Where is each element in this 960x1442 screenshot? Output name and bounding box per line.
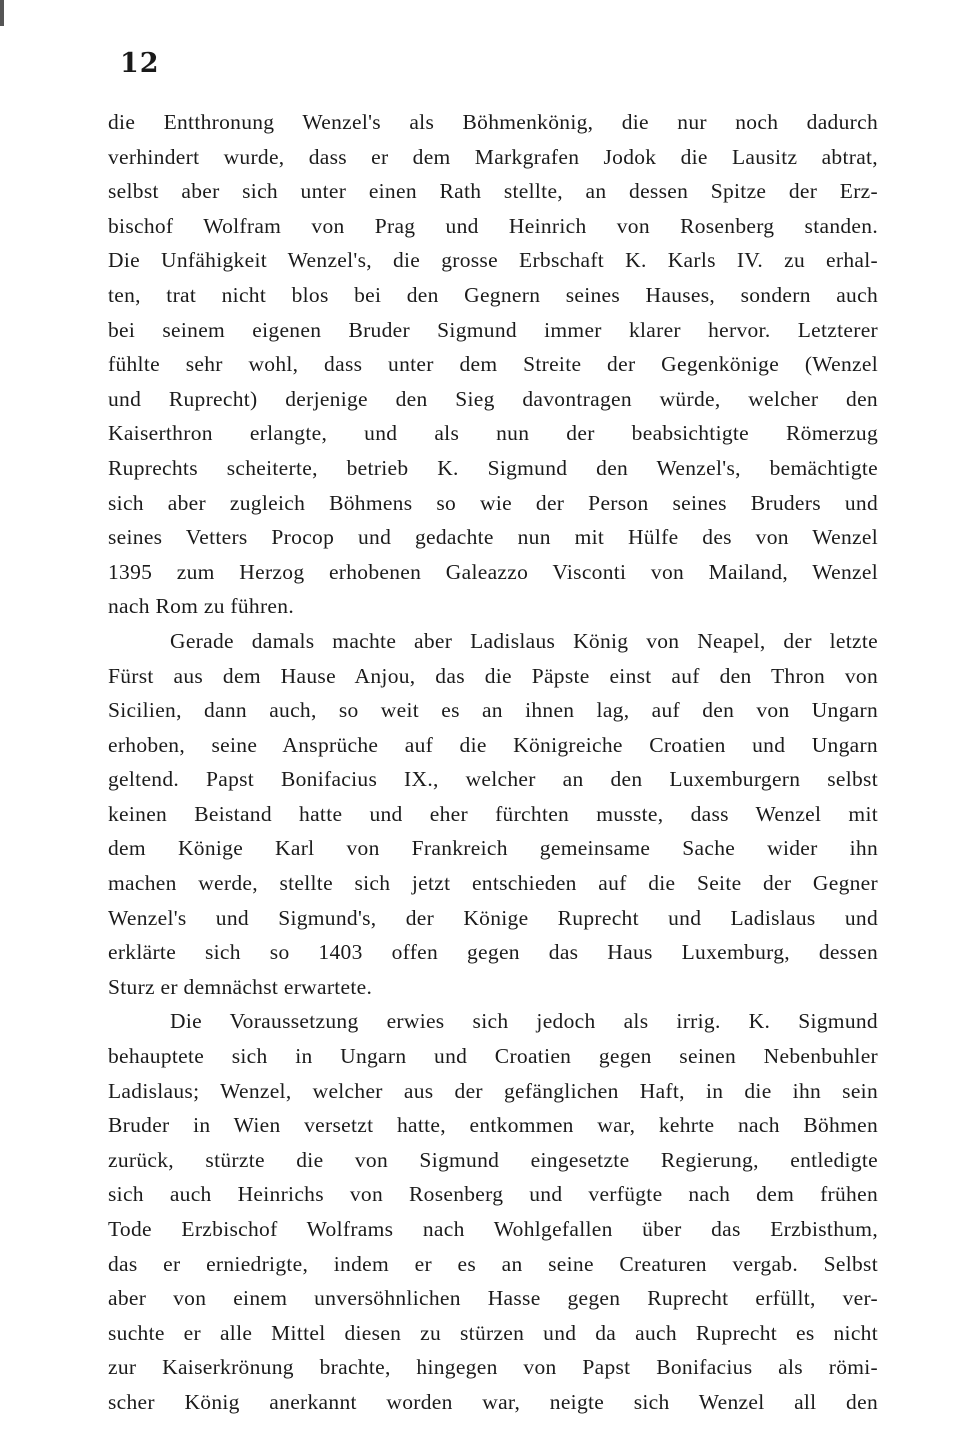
text-line: Sturz er demnächst erwartete. xyxy=(108,974,373,999)
text-line: die Entthronung Wenzel's als Böhmenkönig, die nur noch dadurch xyxy=(108,110,878,134)
text-line: selbst aber sich unter einen Rath stellte, an dessen Spitze der Erz- xyxy=(108,179,878,204)
text-line: keinen Beistand hatte und eher fürchten musste, dass Wenzel mit xyxy=(108,801,878,826)
text-line: sich auch Heinrichs von Rosenberg und verfügte nach dem frühen xyxy=(108,1182,878,1207)
text-line: verhindert wurde, dass er dem Markgrafen Jodok die Lausitz abtrat, xyxy=(108,144,878,169)
text-line: Kaiserthron erlangte, und als nun der beabsichtigte Römerzug xyxy=(108,421,878,446)
text-line: Gerade damals machte aber Ladislaus König von Neapel, der letzte xyxy=(170,628,878,653)
text-line: bei seinem eigenen Bruder Sigmund immer klarer hervor. Letzterer xyxy=(108,317,878,342)
text-line: erklärte sich so 1403 offen gegen das Haus Luxemburg, dessen xyxy=(108,940,878,965)
text-line: suchte er alle Mittel diesen zu stürzen und da auch Ruprecht es nicht xyxy=(108,1320,878,1345)
text-line: Ladislaus; Wenzel, welcher aus der gefänglichen Haft, in die ihn sein xyxy=(108,1078,878,1103)
text-line: ten, trat nicht blos bei den Gegnern seines Hauses, sondern auch xyxy=(108,282,878,307)
text-line: fühlte sehr wohl, dass unter dem Streite der Gegenkönige (Wenzel xyxy=(108,352,878,377)
text-line: Die Unfähigkeit Wenzel's, die grosse Erbschaft K. Karls IV. zu erhal- xyxy=(108,248,878,273)
text-line: scher König anerkannt worden war, neigte sich Wenzel all den xyxy=(108,1389,878,1414)
text-line: dem Könige Karl von Frankreich gemeinsame Sache wider ihn xyxy=(108,836,878,861)
page-number: 12 xyxy=(120,48,160,79)
text-line: Bruder in Wien versetzt hatte, entkommen war, kehrte nach Böhmen xyxy=(108,1113,878,1138)
text-line: zurück, stürzte die von Sigmund eingesetzte Regierung, entledigte xyxy=(108,1147,878,1172)
text-line: und Ruprecht) derjenige den Sieg davontragen würde, welcher den xyxy=(108,386,878,411)
text-line: Die Voraussetzung erwies sich jedoch als irrig. K. Sigmund xyxy=(170,1009,878,1034)
text-line: 1395 zum Herzog erhobenen Galeazzo Visconti von Mailand, Wenzel xyxy=(108,559,878,584)
body-text xyxy=(108,105,878,1420)
text-line: geltend. Papst Bonifacius IX., welcher an den Luxemburgern selbst xyxy=(108,767,878,792)
text-line: sich aber zugleich Böhmens so wie der Person seines Bruders und xyxy=(108,490,878,515)
text-line: aber von einem unversöhnlichen Hasse gegen Ruprecht erfüllt, ver- xyxy=(108,1286,878,1311)
text-line: nach Rom zu führen. xyxy=(108,594,295,619)
text-line: Sicilien, dann auch, so weit es an ihnen lag, auf den von Ungarn xyxy=(108,698,878,723)
text-line: Wenzel's und Sigmund's, der Könige Ruprecht und Ladislaus und xyxy=(108,905,878,930)
text-line: erhoben, seine Ansprüche auf die Königreiche Croatien und Ungarn xyxy=(108,732,878,757)
text-line: machen werde, stellte sich jetzt entschieden auf die Seite der Gegner xyxy=(108,871,878,896)
text-line: das er erniedrigte, indem er es an seine Creaturen vergab. Selbst xyxy=(108,1251,878,1276)
text-line: bischof Wolfram von Prag und Heinrich von Rosenberg standen. xyxy=(108,213,878,238)
text-line: behauptete sich in Ungarn und Croatien gegen seinen Nebenbuhler xyxy=(108,1044,878,1069)
text-line: seines Vetters Procop und gedachte nun mit Hülfe des von Wenzel xyxy=(108,525,878,550)
scan-edge-mark xyxy=(0,0,4,26)
text-line: Ruprechts scheiterte, betrieb K. Sigmund den Wenzel's, bemächtigte xyxy=(108,455,878,480)
text-line: Tode Erzbischof Wolframs nach Wohlgefallen über das Erzbisthum, xyxy=(108,1217,878,1241)
text-line: Fürst aus dem Hause Anjou, das die Päpste einst auf den Thron von xyxy=(108,663,878,688)
text-line: zur Kaiserkrönung brachte, hingegen von Papst Bonifacius als römi- xyxy=(108,1355,878,1380)
